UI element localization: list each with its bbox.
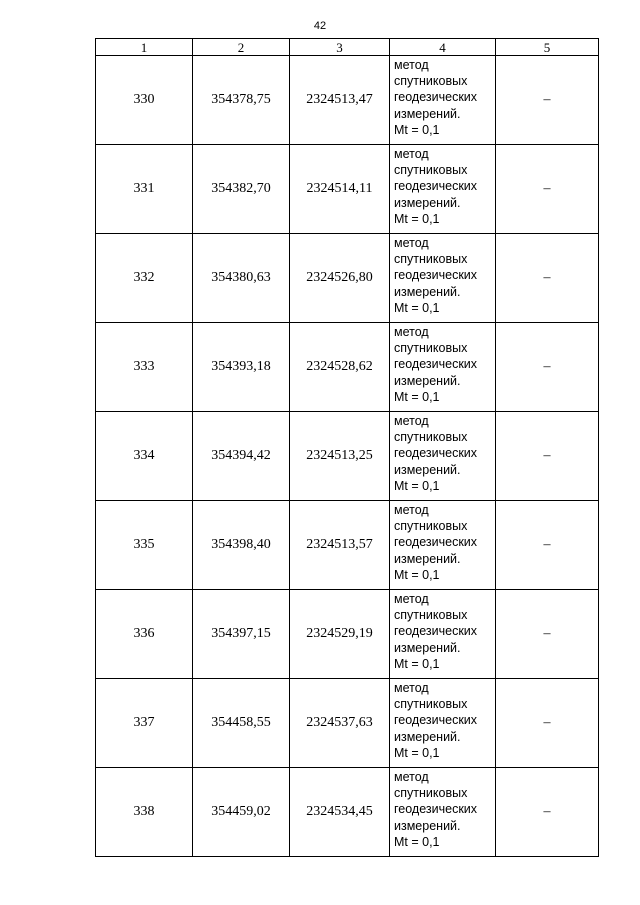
method-line: геодезических [394, 624, 478, 639]
method-line: геодезических [394, 357, 478, 372]
page-number: 42 [313, 20, 327, 32]
header-col-3: 3 [290, 39, 390, 56]
method-cell [390, 234, 496, 323]
note-cell: – [496, 679, 599, 768]
point-number-cell: 330 [96, 56, 193, 145]
header-col-4: 4 [390, 39, 496, 56]
method-line: метод [394, 58, 429, 72]
method-cell [390, 145, 496, 234]
method-line: Mt = 0,1 [394, 834, 440, 849]
method-line: измерений. [394, 729, 461, 744]
method-line: геодезических [394, 268, 478, 283]
method-cell [390, 501, 496, 590]
method-line: измерений. [394, 551, 461, 566]
method-line: спутниковых [394, 430, 468, 445]
table-row [96, 501, 599, 590]
method-line: измерений. [394, 640, 461, 655]
method-cell [390, 679, 496, 768]
y-coordinate-cell: 2324526,80 [290, 234, 390, 323]
header-col-1: 1 [96, 39, 193, 56]
method-line: спутниковых [394, 74, 468, 89]
y-coordinate-cell: 2324528,62 [290, 323, 390, 412]
point-number-cell: 337 [96, 679, 193, 768]
header-row [96, 39, 599, 56]
note-cell: – [496, 56, 599, 145]
table-row [96, 56, 599, 145]
point-number-cell: 332 [96, 234, 193, 323]
note-cell: – [496, 501, 599, 590]
y-coordinate-cell: 2324529,19 [290, 590, 390, 679]
method-line: измерений. [394, 818, 461, 833]
y-coordinate-cell: 2324514,11 [290, 145, 390, 234]
method-cell [390, 323, 496, 412]
method-line: метод [394, 414, 429, 428]
method-line: Mt = 0,1 [394, 567, 440, 582]
method-line: спутниковых [394, 163, 468, 178]
x-coordinate-cell: 354394,42 [193, 412, 290, 501]
point-number-cell: 334 [96, 412, 193, 501]
method-line: измерений. [394, 373, 461, 388]
method-line: Mt = 0,1 [394, 745, 440, 760]
table-row [96, 590, 599, 679]
note-cell: – [496, 145, 599, 234]
x-coordinate-cell: 354459,02 [193, 768, 290, 857]
x-coordinate-cell: 354393,18 [193, 323, 290, 412]
method-line: спутниковых [394, 252, 468, 267]
method-line: Mt = 0,1 [394, 300, 440, 315]
y-coordinate-cell: 2324513,25 [290, 412, 390, 501]
note-cell: – [496, 768, 599, 857]
method-line: метод [394, 770, 429, 784]
x-coordinate-cell: 354458,55 [193, 679, 290, 768]
table-row [96, 323, 599, 412]
method-cell [390, 56, 496, 145]
method-line: геодезических [394, 90, 478, 105]
method-line: геодезических [394, 535, 478, 550]
method-line: спутниковых [394, 697, 468, 712]
method-line: измерений. [394, 284, 461, 299]
note-cell: – [496, 323, 599, 412]
x-coordinate-cell: 354378,75 [193, 56, 290, 145]
y-coordinate-cell: 2324513,47 [290, 56, 390, 145]
method-line: Mt = 0,1 [394, 478, 440, 493]
note-cell: – [496, 412, 599, 501]
point-number-cell: 333 [96, 323, 193, 412]
table-row [96, 412, 599, 501]
table-row [96, 145, 599, 234]
table-row [96, 234, 599, 323]
method-line: метод [394, 147, 429, 161]
method-line: геодезических [394, 179, 478, 194]
method-line: Mt = 0,1 [394, 211, 440, 226]
method-line: спутниковых [394, 519, 468, 534]
x-coordinate-cell: 354382,70 [193, 145, 290, 234]
method-line: метод [394, 503, 429, 517]
y-coordinate-cell: 2324537,63 [290, 679, 390, 768]
method-cell [390, 412, 496, 501]
method-line: спутниковых [394, 608, 468, 623]
method-line: геодезических [394, 802, 478, 817]
method-line: Mt = 0,1 [394, 389, 440, 404]
coordinates-table [95, 38, 599, 857]
method-line: Mt = 0,1 [394, 122, 440, 137]
method-line: метод [394, 592, 429, 606]
method-line: метод [394, 681, 429, 695]
method-line: спутниковых [394, 341, 468, 356]
method-line: измерений. [394, 462, 461, 477]
x-coordinate-cell: 354397,15 [193, 590, 290, 679]
method-line: Mt = 0,1 [394, 656, 440, 671]
header-col-5: 5 [496, 39, 599, 56]
method-cell [390, 590, 496, 679]
point-number-cell: 338 [96, 768, 193, 857]
y-coordinate-cell: 2324534,45 [290, 768, 390, 857]
method-line: спутниковых [394, 786, 468, 801]
x-coordinate-cell: 354380,63 [193, 234, 290, 323]
point-number-cell: 335 [96, 501, 193, 590]
method-line: измерений. [394, 195, 461, 210]
y-coordinate-cell: 2324513,57 [290, 501, 390, 590]
method-line: метод [394, 325, 429, 339]
table-body [96, 56, 599, 857]
note-cell: – [496, 590, 599, 679]
header-col-2: 2 [193, 39, 290, 56]
table-header [96, 39, 599, 56]
point-number-cell: 336 [96, 590, 193, 679]
table-row [96, 679, 599, 768]
method-cell [390, 768, 496, 857]
note-cell: – [496, 234, 599, 323]
x-coordinate-cell: 354398,40 [193, 501, 290, 590]
method-line: измерений. [394, 106, 461, 121]
point-number-cell: 331 [96, 145, 193, 234]
table-row [96, 768, 599, 857]
method-line: метод [394, 236, 429, 250]
method-line: геодезических [394, 713, 478, 728]
method-line: геодезических [394, 446, 478, 461]
